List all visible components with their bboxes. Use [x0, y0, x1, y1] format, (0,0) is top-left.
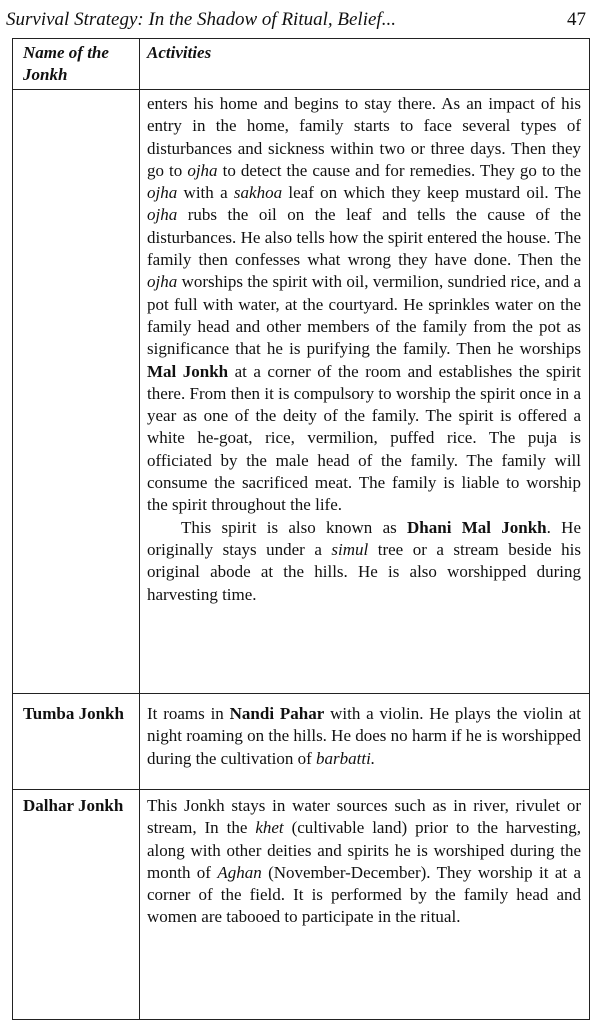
activity-paragraph [147, 517, 581, 606]
text-run: (November-December). They worship it at a corner of the field. It is performed by the family head and women are tabooed to participate in the ritual. [147, 862, 581, 927]
bold-term: Nandi Pahar [229, 704, 325, 723]
text-run: This spirit is also known as [181, 517, 408, 537]
italic-term: ojha [147, 205, 178, 225]
text-run: tree or a stream beside his original abode at the hills. He is also worshipped during harvesting time. [147, 539, 582, 604]
italic-term: simul [331, 539, 369, 559]
italic-term: ojha [147, 183, 178, 203]
activity-paragraph [147, 795, 581, 929]
text-run: (cultivable land) prior to the harvesting, along with other deities and spirits he is worshiped during the month of [147, 818, 581, 882]
page-header [6, 4, 592, 36]
text-run: at a corner of the room and establishes the spirit there. From then it is compulsory to worship the spirit once in a year as one of the deity of the family. The spirit is offered a white he-goat, rice, vermilion, puffed rice. The puja is officiated by the male head of the family. The family will consume the sacrificed meat. The family is liable to worship the spirit throughout the life. [147, 361, 581, 515]
activity-paragraph [147, 93, 581, 517]
header-activities: Activities [147, 43, 212, 62]
text-run: leaf on which they keep mustard oil. The [282, 183, 581, 203]
row-name-1: Tumba Jonkh [23, 704, 124, 723]
row-activities-0 [147, 93, 581, 606]
italic-term: ojha [147, 272, 178, 292]
italic-term: barbatti. [316, 748, 376, 768]
bold-term: Dhani Mal Jonkh [407, 517, 547, 537]
activity-paragraph [147, 703, 581, 770]
bold-term: Mal Jonkh [147, 361, 229, 381]
italic-term: sakhoa [233, 183, 283, 203]
page-number: 47 [567, 9, 586, 30]
italic-term: Aghan [217, 862, 262, 882]
text-run: It roams in [147, 704, 230, 723]
text-run: worships the spirit with oil, vermilion, sundried rice, and a pot full with water, at the courtyard. He sprinkles water on the family head and other members of the family from the pot as significance that he is purifying the family. Then he worships [147, 272, 581, 359]
text-run: to detect the cause and for remedies. They go to the [217, 160, 581, 180]
header-divider [13, 89, 589, 90]
text-run: with a violin. He plays the violin at night roaming on the hills. He does no harm if he is worshipped during the cultivation of [147, 704, 581, 768]
row-divider [13, 789, 589, 790]
header-name: Name of the Jonkh [23, 43, 109, 84]
italic-term: ojha [187, 160, 218, 180]
column-divider [139, 39, 140, 1019]
row-activities-1 [147, 703, 581, 770]
text-run: This Jonkh stays in water sources such as in river, rivulet or stream, In the [147, 796, 581, 838]
text-run: enters his home and begins to stay there. As an impact of his entry in the home, family starts to face several types of disturbances and sickness within two or three days. Then they go to [147, 94, 581, 180]
text-run: . He originally stays under a [147, 517, 581, 559]
row-divider [13, 693, 589, 694]
row-name-2: Dalhar Jonkh [23, 796, 124, 815]
row-activities-2 [147, 795, 581, 929]
jonkh-table [12, 38, 590, 1020]
running-title: Survival Strategy: In the Shadow of Ritual, Belief... [6, 9, 396, 30]
italic-term: khet [255, 818, 284, 838]
text-run: with a [177, 183, 234, 203]
text-run: rubs the oil on the leaf and tells the cause of the disturbances. He also tells how the spirit entered the house. The family then confesses what wrong they have done. Then the [147, 205, 581, 270]
